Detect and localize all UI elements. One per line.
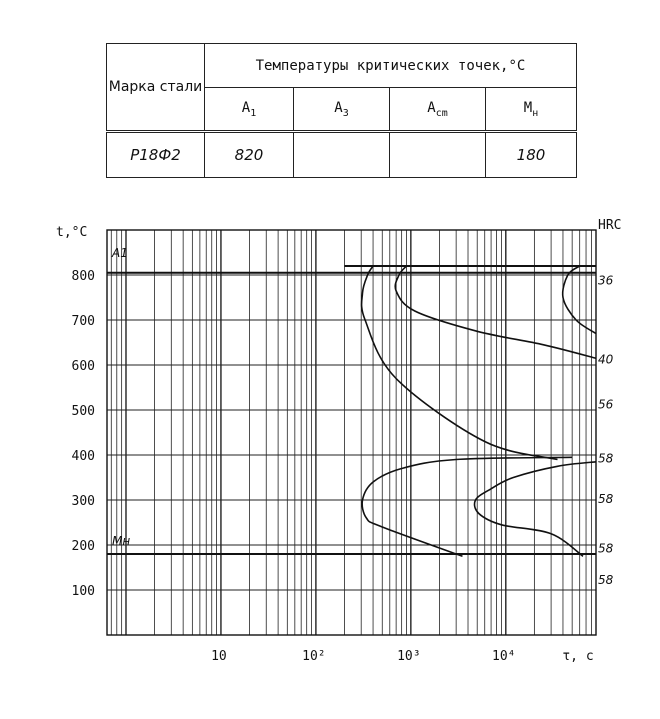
point-a3-header: $A_3$: [294, 88, 390, 132]
grade-value: Р18Ф2: [107, 132, 205, 178]
labels: [56, 218, 621, 664]
grade-header: Марка стали: [107, 44, 205, 132]
annotation-label: Mн: [112, 534, 131, 548]
y-tick-label: 400: [71, 449, 95, 464]
y-tick-label: 300: [71, 494, 95, 509]
y-tick-label: 500: [71, 404, 95, 419]
x-tick-label: 10: [211, 649, 227, 664]
temps-header-text: Температуры критических точек,: [255, 57, 509, 74]
hrc-value-label: 40: [598, 352, 614, 367]
x-axis-label: τ, c: [562, 649, 594, 664]
y-tick-label: 200: [71, 539, 95, 554]
annotation-label: A1: [112, 246, 128, 260]
point-a1-sub: 1: [250, 107, 257, 119]
y-tick-label: 700: [71, 314, 95, 329]
hrc-axis-label: HRC: [598, 218, 622, 233]
mn-value: 180: [486, 132, 577, 178]
grid: [107, 230, 596, 635]
curves: [107, 266, 596, 556]
curve-6: [362, 457, 572, 556]
point-mn-header: $M_н$: [486, 88, 577, 132]
y-tick-label: 800: [71, 269, 95, 284]
hrc-value-label: 56: [598, 397, 614, 412]
hrc-value-label: 58: [598, 572, 614, 587]
point-mn-sub: н: [532, 107, 539, 119]
temps-header-unit: °С: [508, 57, 526, 74]
x-tick-label: 10⁴: [492, 649, 516, 664]
hrc-value-label: 58: [598, 451, 614, 466]
hrc-value-label: 58: [598, 491, 614, 506]
curve-7: [475, 462, 596, 557]
point-acm-header: $A_{cm}$: [390, 88, 486, 132]
hrc-value-label: 58: [598, 541, 614, 556]
y-tick-label: 100: [71, 584, 95, 599]
hrc-value-label: 36: [598, 273, 614, 288]
point-acm-sub: cm: [435, 107, 448, 119]
y-tick-label: 600: [71, 359, 95, 374]
plot-frame: [107, 230, 596, 635]
curve-3: [362, 266, 558, 460]
y-axis-label: t,°С: [56, 225, 88, 240]
x-tick-label: 10³: [397, 649, 421, 664]
point-a3-sub: 3: [342, 107, 349, 119]
x-tick-label: 10²: [302, 649, 326, 664]
point-a1-header: $A_1$: [205, 88, 294, 132]
a1-value: 820: [205, 132, 294, 178]
